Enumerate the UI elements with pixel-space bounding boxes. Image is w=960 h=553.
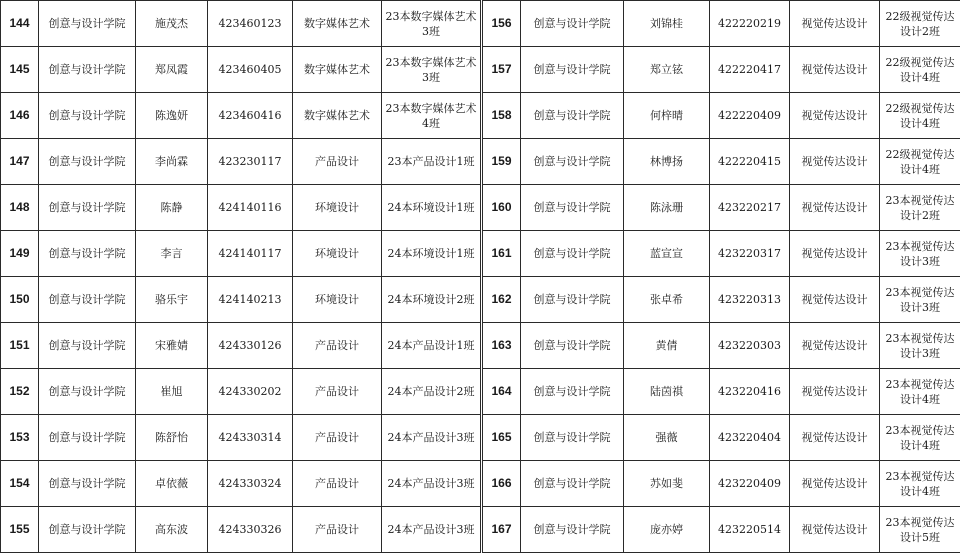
class-cell: 24本产品设计3班 xyxy=(382,461,481,507)
college-cell: 创意与设计学院 xyxy=(39,461,136,507)
major-cell: 数字媒体艺术 xyxy=(293,1,382,47)
major-cell: 视觉传达设计 xyxy=(790,185,880,231)
row-number: 163 xyxy=(483,323,521,369)
row-number: 167 xyxy=(483,507,521,553)
row-number: 165 xyxy=(483,415,521,461)
major-cell: 产品设计 xyxy=(293,415,382,461)
college-cell: 创意与设计学院 xyxy=(521,507,624,553)
major-cell: 数字媒体艺术 xyxy=(293,47,382,93)
student-name-cell: 崔旭 xyxy=(136,369,208,415)
table-row xyxy=(483,185,960,231)
college-cell: 创意与设计学院 xyxy=(39,185,136,231)
student-id-cell: 423220313 xyxy=(710,277,790,323)
student-name-cell: 高东波 xyxy=(136,507,208,553)
class-cell: 23本视觉传达设计4班 xyxy=(880,461,960,507)
major-cell: 环境设计 xyxy=(293,277,382,323)
class-cell: 23本数字媒体艺术3班 xyxy=(382,1,481,47)
table-row xyxy=(483,47,960,93)
table-row xyxy=(483,93,960,139)
student-name-cell: 郑立铉 xyxy=(624,47,710,93)
table-row xyxy=(1,461,481,507)
student-id-cell: 424140213 xyxy=(208,277,293,323)
student-name-cell: 何梓晴 xyxy=(624,93,710,139)
table-row xyxy=(483,369,960,415)
row-number: 152 xyxy=(1,369,39,415)
class-cell: 24本产品设计2班 xyxy=(382,369,481,415)
table-row xyxy=(483,1,960,47)
row-number: 145 xyxy=(1,47,39,93)
row-number: 144 xyxy=(1,1,39,47)
student-id-cell: 422220409 xyxy=(710,93,790,139)
student-id-cell: 422220417 xyxy=(710,47,790,93)
table-row xyxy=(1,93,481,139)
class-cell: 24本环境设计2班 xyxy=(382,277,481,323)
major-cell: 视觉传达设计 xyxy=(790,1,880,47)
row-number: 166 xyxy=(483,461,521,507)
student-name-cell: 蓝宣宣 xyxy=(624,231,710,277)
class-cell: 23本产品设计1班 xyxy=(382,139,481,185)
major-cell: 视觉传达设计 xyxy=(790,369,880,415)
student-id-cell: 422220219 xyxy=(710,1,790,47)
student-name-cell: 郑凤霞 xyxy=(136,47,208,93)
major-cell: 产品设计 xyxy=(293,323,382,369)
row-number: 153 xyxy=(1,415,39,461)
major-cell: 产品设计 xyxy=(293,139,382,185)
row-number: 157 xyxy=(483,47,521,93)
student-id-cell: 423220217 xyxy=(710,185,790,231)
student-name-cell: 陆茵祺 xyxy=(624,369,710,415)
major-cell: 数字媒体艺术 xyxy=(293,93,382,139)
class-cell: 24本环境设计1班 xyxy=(382,231,481,277)
major-cell: 视觉传达设计 xyxy=(790,461,880,507)
student-name-cell: 苏如斐 xyxy=(624,461,710,507)
college-cell: 创意与设计学院 xyxy=(39,139,136,185)
student-id-cell: 423220404 xyxy=(710,415,790,461)
student-name-cell: 黄倩 xyxy=(624,323,710,369)
college-cell: 创意与设计学院 xyxy=(521,323,624,369)
student-id-cell: 423220409 xyxy=(710,461,790,507)
student-name-cell: 陈舒怡 xyxy=(136,415,208,461)
student-id-cell: 423220317 xyxy=(710,231,790,277)
class-cell: 22级视觉传达设计2班 xyxy=(880,1,960,47)
class-cell: 24本产品设计1班 xyxy=(382,323,481,369)
class-cell: 23本数字媒体艺术3班 xyxy=(382,47,481,93)
college-cell: 创意与设计学院 xyxy=(39,369,136,415)
major-cell: 视觉传达设计 xyxy=(790,93,880,139)
student-name-cell: 陈泳珊 xyxy=(624,185,710,231)
major-cell: 视觉传达设计 xyxy=(790,47,880,93)
college-cell: 创意与设计学院 xyxy=(521,231,624,277)
class-cell: 22级视觉传达设计4班 xyxy=(880,93,960,139)
student-id-cell: 423220303 xyxy=(710,323,790,369)
row-number: 162 xyxy=(483,277,521,323)
table-row xyxy=(483,415,960,461)
college-cell: 创意与设计学院 xyxy=(39,1,136,47)
student-id-cell: 423230117 xyxy=(208,139,293,185)
major-cell: 视觉传达设计 xyxy=(790,231,880,277)
class-cell: 24本产品设计3班 xyxy=(382,507,481,553)
student-name-cell: 强薇 xyxy=(624,415,710,461)
table-row xyxy=(1,1,481,47)
college-cell: 创意与设计学院 xyxy=(39,323,136,369)
major-cell: 产品设计 xyxy=(293,507,382,553)
table-row xyxy=(1,231,481,277)
college-cell: 创意与设计学院 xyxy=(39,47,136,93)
college-cell: 创意与设计学院 xyxy=(521,461,624,507)
table-row xyxy=(1,139,481,185)
table-row xyxy=(1,323,481,369)
student-id-cell: 424330126 xyxy=(208,323,293,369)
row-number: 154 xyxy=(1,461,39,507)
college-cell: 创意与设计学院 xyxy=(521,369,624,415)
table-row xyxy=(483,323,960,369)
student-id-cell: 424330326 xyxy=(208,507,293,553)
row-number: 149 xyxy=(1,231,39,277)
class-cell: 23本视觉传达设计3班 xyxy=(880,277,960,323)
student-name-cell: 陈逸妍 xyxy=(136,93,208,139)
table-row xyxy=(1,507,481,553)
student-id-cell: 423220514 xyxy=(710,507,790,553)
student-name-cell: 卓依薇 xyxy=(136,461,208,507)
roster-table-left-body xyxy=(1,1,481,553)
table-row xyxy=(1,277,481,323)
major-cell: 产品设计 xyxy=(293,369,382,415)
row-number: 146 xyxy=(1,93,39,139)
class-cell: 24本环境设计1班 xyxy=(382,185,481,231)
major-cell: 视觉传达设计 xyxy=(790,323,880,369)
class-cell: 23本视觉传达设计4班 xyxy=(880,369,960,415)
student-name-cell: 林博扬 xyxy=(624,139,710,185)
table-row xyxy=(1,47,481,93)
table-row xyxy=(483,277,960,323)
student-id-cell: 422220415 xyxy=(710,139,790,185)
student-name-cell: 张卓希 xyxy=(624,277,710,323)
row-number: 158 xyxy=(483,93,521,139)
row-number: 155 xyxy=(1,507,39,553)
major-cell: 产品设计 xyxy=(293,461,382,507)
row-number: 151 xyxy=(1,323,39,369)
student-name-cell: 骆乐宇 xyxy=(136,277,208,323)
class-cell: 23本视觉传达设计3班 xyxy=(880,231,960,277)
major-cell: 视觉传达设计 xyxy=(790,277,880,323)
row-number: 160 xyxy=(483,185,521,231)
row-number: 150 xyxy=(1,277,39,323)
class-cell: 23本视觉传达设计4班 xyxy=(880,415,960,461)
student-id-cell: 423460405 xyxy=(208,47,293,93)
college-cell: 创意与设计学院 xyxy=(521,93,624,139)
student-id-cell: 424330324 xyxy=(208,461,293,507)
class-cell: 23本视觉传达设计3班 xyxy=(880,323,960,369)
college-cell: 创意与设计学院 xyxy=(521,1,624,47)
student-id-cell: 424140117 xyxy=(208,231,293,277)
student-name-cell: 陈静 xyxy=(136,185,208,231)
table-row xyxy=(483,461,960,507)
major-cell: 环境设计 xyxy=(293,185,382,231)
row-number: 159 xyxy=(483,139,521,185)
table-row xyxy=(1,185,481,231)
table-row xyxy=(483,139,960,185)
student-id-cell: 423220416 xyxy=(710,369,790,415)
row-number: 164 xyxy=(483,369,521,415)
college-cell: 创意与设计学院 xyxy=(521,415,624,461)
student-name-cell: 施茂杰 xyxy=(136,1,208,47)
student-name-cell: 李尚霖 xyxy=(136,139,208,185)
class-cell: 23本视觉传达设计5班 xyxy=(880,507,960,553)
class-cell: 22级视觉传达设计4班 xyxy=(880,47,960,93)
major-cell: 视觉传达设计 xyxy=(790,507,880,553)
student-id-cell: 423460123 xyxy=(208,1,293,47)
class-cell: 23本数字媒体艺术4班 xyxy=(382,93,481,139)
roster-table-right xyxy=(482,0,960,553)
student-id-cell: 424140116 xyxy=(208,185,293,231)
roster-table-right-body xyxy=(483,1,960,553)
college-cell: 创意与设计学院 xyxy=(521,277,624,323)
class-cell: 22级视觉传达设计4班 xyxy=(880,139,960,185)
student-name-cell: 宋雅婧 xyxy=(136,323,208,369)
student-name-cell: 庞亦婷 xyxy=(624,507,710,553)
row-number: 147 xyxy=(1,139,39,185)
student-id-cell: 424330314 xyxy=(208,415,293,461)
row-number: 148 xyxy=(1,185,39,231)
college-cell: 创意与设计学院 xyxy=(521,185,624,231)
class-cell: 24本产品设计3班 xyxy=(382,415,481,461)
college-cell: 创意与设计学院 xyxy=(39,93,136,139)
student-name-cell: 刘锦桂 xyxy=(624,1,710,47)
table-row xyxy=(1,369,481,415)
major-cell: 视觉传达设计 xyxy=(790,139,880,185)
college-cell: 创意与设计学院 xyxy=(39,277,136,323)
class-cell: 23本视觉传达设计2班 xyxy=(880,185,960,231)
table-row xyxy=(1,415,481,461)
row-number: 156 xyxy=(483,1,521,47)
college-cell: 创意与设计学院 xyxy=(521,47,624,93)
table-row xyxy=(483,507,960,553)
major-cell: 环境设计 xyxy=(293,231,382,277)
student-name-cell: 李言 xyxy=(136,231,208,277)
college-cell: 创意与设计学院 xyxy=(39,507,136,553)
college-cell: 创意与设计学院 xyxy=(39,231,136,277)
row-number: 161 xyxy=(483,231,521,277)
college-cell: 创意与设计学院 xyxy=(39,415,136,461)
student-id-cell: 423460416 xyxy=(208,93,293,139)
student-id-cell: 424330202 xyxy=(208,369,293,415)
major-cell: 视觉传达设计 xyxy=(790,415,880,461)
table-row xyxy=(483,231,960,277)
college-cell: 创意与设计学院 xyxy=(521,139,624,185)
